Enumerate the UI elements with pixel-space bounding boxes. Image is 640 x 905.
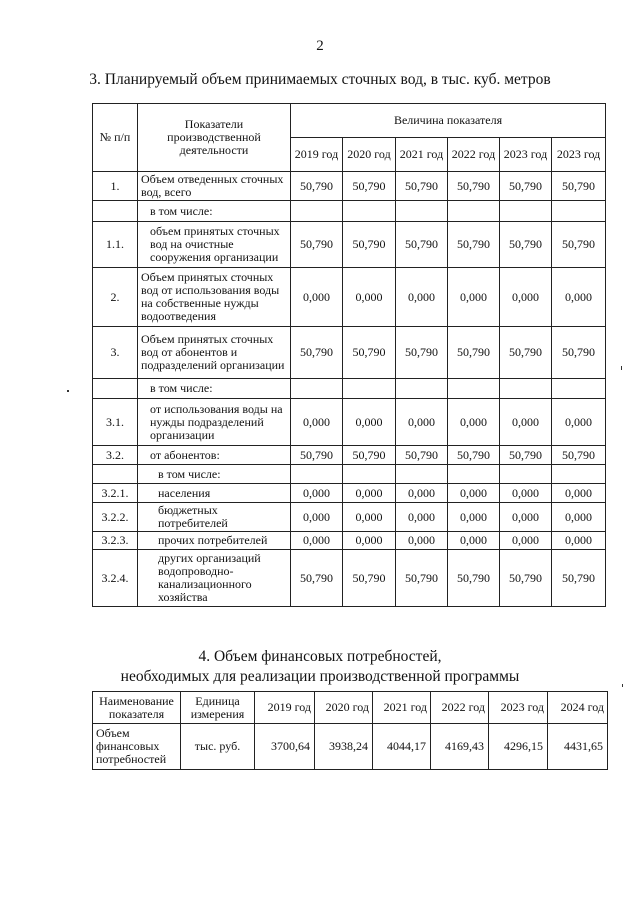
- row-indicator-name: в том числе:: [138, 465, 291, 484]
- page-number: 2: [316, 38, 324, 54]
- row-number: [93, 201, 138, 222]
- table-row: [93, 550, 606, 607]
- row-value: 50,790: [552, 172, 606, 201]
- row-value: 50,790: [552, 222, 606, 268]
- scan-speck: [621, 366, 622, 370]
- fin-row-unit: тыс. руб.: [181, 724, 255, 770]
- row-value: 0,000: [291, 532, 343, 550]
- row-number: 3.2.: [93, 446, 138, 465]
- table-row: [93, 268, 606, 327]
- section4-title-line2: необходимых для реализации производственной программы: [120, 668, 520, 685]
- row-value: [396, 465, 448, 484]
- section3-title: 3. Планируемый объем принимаемых сточных вод, в тыс. куб. метров: [89, 71, 551, 88]
- row-value: 0,000: [448, 268, 500, 327]
- row-number: 1.1.: [93, 222, 138, 268]
- row-value: 50,790: [448, 222, 500, 268]
- row-value: [552, 201, 606, 222]
- financial-needs-table: [92, 691, 608, 770]
- table-row: [93, 503, 606, 532]
- row-value: 0,000: [291, 503, 343, 532]
- row-indicator-name: прочих потребителей: [138, 532, 291, 550]
- row-value: 50,790: [291, 222, 343, 268]
- row-value: 50,790: [343, 327, 396, 379]
- row-value: 50,790: [343, 550, 396, 607]
- row-number: [93, 379, 138, 399]
- row-value: 0,000: [500, 503, 552, 532]
- row-value: 50,790: [396, 446, 448, 465]
- row-value: 0,000: [500, 268, 552, 327]
- row-number: 3.: [93, 327, 138, 379]
- row-value: [552, 465, 606, 484]
- row-value: 0,000: [343, 399, 396, 446]
- fin-header-name: Наименование показателя: [93, 692, 181, 724]
- wastewater-table: [92, 103, 606, 607]
- row-value: 50,790: [448, 327, 500, 379]
- row-value: [343, 201, 396, 222]
- header-year: 2020 год: [343, 138, 396, 172]
- row-indicator-name: в том числе:: [138, 379, 291, 399]
- scan-speck: [622, 684, 623, 687]
- row-value: 0,000: [343, 268, 396, 327]
- row-value: [448, 379, 500, 399]
- row-value: 0,000: [396, 532, 448, 550]
- row-number: 1.: [93, 172, 138, 201]
- row-value: [552, 379, 606, 399]
- row-value: 50,790: [448, 172, 500, 201]
- row-value: [396, 201, 448, 222]
- row-indicator-name: Объем принятых сточных вод от использования воды на собственные нужды водоотведения: [138, 268, 291, 327]
- row-number: 3.2.4.: [93, 550, 138, 607]
- row-value: 50,790: [343, 222, 396, 268]
- row-indicator-name: от абонентов:: [138, 446, 291, 465]
- fin-header-year: 2019 год: [255, 692, 315, 724]
- fin-value: 4169,43: [431, 724, 489, 770]
- row-value: [448, 465, 500, 484]
- fin-value: 3938,24: [315, 724, 373, 770]
- header-year: 2021 год: [396, 138, 448, 172]
- row-number: 2.: [93, 268, 138, 327]
- row-value: 50,790: [552, 446, 606, 465]
- row-value: 0,000: [500, 532, 552, 550]
- fin-header-year: 2021 год: [373, 692, 431, 724]
- row-value: 0,000: [552, 532, 606, 550]
- row-value: 50,790: [343, 446, 396, 465]
- row-value: 0,000: [552, 503, 606, 532]
- row-value: [448, 201, 500, 222]
- wastewater-table-body: [93, 172, 606, 607]
- row-number: [93, 465, 138, 484]
- row-value: 50,790: [396, 222, 448, 268]
- row-value: 50,790: [343, 172, 396, 201]
- fin-value: 4431,65: [548, 724, 608, 770]
- row-value: 50,790: [396, 550, 448, 607]
- row-value: [343, 465, 396, 484]
- header-value-group: Величина показателя: [291, 104, 606, 138]
- row-value: 50,790: [552, 327, 606, 379]
- table-row: [93, 446, 606, 465]
- row-value: 50,790: [448, 550, 500, 607]
- row-value: [291, 465, 343, 484]
- row-value: [291, 379, 343, 399]
- row-value: [396, 379, 448, 399]
- section4-title: [0, 647, 640, 687]
- row-value: [500, 201, 552, 222]
- row-indicator-name: Объем принятых сточных вод от абонентов и подразделений организации: [138, 327, 291, 379]
- row-value: 50,790: [291, 172, 343, 201]
- row-indicator-name: в том числе:: [138, 201, 291, 222]
- row-value: 50,790: [448, 446, 500, 465]
- row-number: 3.2.2.: [93, 503, 138, 532]
- header-year: 2023 год: [500, 138, 552, 172]
- row-value: 0,000: [396, 503, 448, 532]
- header-indicators: Показатели производственной деятельности: [138, 104, 291, 172]
- row-number: 3.1.: [93, 399, 138, 446]
- header-year: 2019 год: [291, 138, 343, 172]
- row-value: 50,790: [291, 327, 343, 379]
- row-indicator-name: от использования воды на нужды подразделений организации: [138, 399, 291, 446]
- row-indicator-name: Объем отведенных сточных вод, всего: [138, 172, 291, 201]
- row-value: 0,000: [552, 268, 606, 327]
- table-row: [93, 399, 606, 446]
- row-value: 0,000: [291, 484, 343, 503]
- section4-title-line1: 4. Объем финансовых потребностей,: [198, 648, 442, 665]
- row-value: 0,000: [291, 399, 343, 446]
- header-year: 2022 год: [448, 138, 500, 172]
- fin-value: 4296,15: [489, 724, 548, 770]
- row-value: [291, 201, 343, 222]
- fin-header-unit: Единица измерения: [181, 692, 255, 724]
- table-row: [93, 379, 606, 399]
- fin-header-year: 2023 год: [489, 692, 548, 724]
- table-row: [93, 532, 606, 550]
- row-value: 0,000: [343, 484, 396, 503]
- row-value: 0,000: [500, 484, 552, 503]
- fin-header-year: 2024 год: [548, 692, 608, 724]
- table-row: [93, 465, 606, 484]
- row-indicator-name: бюджетных потребителей: [138, 503, 291, 532]
- table-row: [93, 484, 606, 503]
- fin-row-name: Объем финансовых потребностей: [93, 724, 181, 770]
- row-value: 0,000: [448, 503, 500, 532]
- row-value: 0,000: [448, 532, 500, 550]
- row-value: 50,790: [500, 222, 552, 268]
- row-indicator-name: других организаций водопроводно-канализационного хозяйства: [138, 550, 291, 607]
- table-row: [93, 327, 606, 379]
- row-value: 50,790: [500, 327, 552, 379]
- row-indicator-name: объем принятых сточных вод на очистные сооружения организации: [138, 222, 291, 268]
- row-value: 50,790: [291, 550, 343, 607]
- row-value: 0,000: [500, 399, 552, 446]
- row-value: 50,790: [396, 327, 448, 379]
- header-num: № п/п: [93, 104, 138, 172]
- row-value: [343, 379, 396, 399]
- row-value: [500, 379, 552, 399]
- row-value: 0,000: [552, 399, 606, 446]
- row-value: 50,790: [291, 446, 343, 465]
- row-value: 50,790: [500, 446, 552, 465]
- row-number: 3.2.3.: [93, 532, 138, 550]
- table-row: [93, 201, 606, 222]
- row-value: 50,790: [396, 172, 448, 201]
- row-value: 0,000: [448, 484, 500, 503]
- row-value: 0,000: [343, 532, 396, 550]
- row-value: 0,000: [396, 268, 448, 327]
- header-year: 2023 год: [552, 138, 606, 172]
- row-value: 50,790: [500, 172, 552, 201]
- row-value: 0,000: [396, 484, 448, 503]
- row-value: 0,000: [552, 484, 606, 503]
- row-value: 0,000: [343, 503, 396, 532]
- table-row: [93, 172, 606, 201]
- row-value: [500, 465, 552, 484]
- table-row: [93, 222, 606, 268]
- row-value: 0,000: [448, 399, 500, 446]
- row-value: 50,790: [500, 550, 552, 607]
- row-number: 3.2.1.: [93, 484, 138, 503]
- row-value: 0,000: [291, 268, 343, 327]
- fin-value: 3700,64: [255, 724, 315, 770]
- row-indicator-name: населения: [138, 484, 291, 503]
- scan-speck: [67, 390, 69, 392]
- fin-header-year: 2020 год: [315, 692, 373, 724]
- row-value: 50,790: [552, 550, 606, 607]
- fin-header-year: 2022 год: [431, 692, 489, 724]
- row-value: 0,000: [396, 399, 448, 446]
- fin-value: 4044,17: [373, 724, 431, 770]
